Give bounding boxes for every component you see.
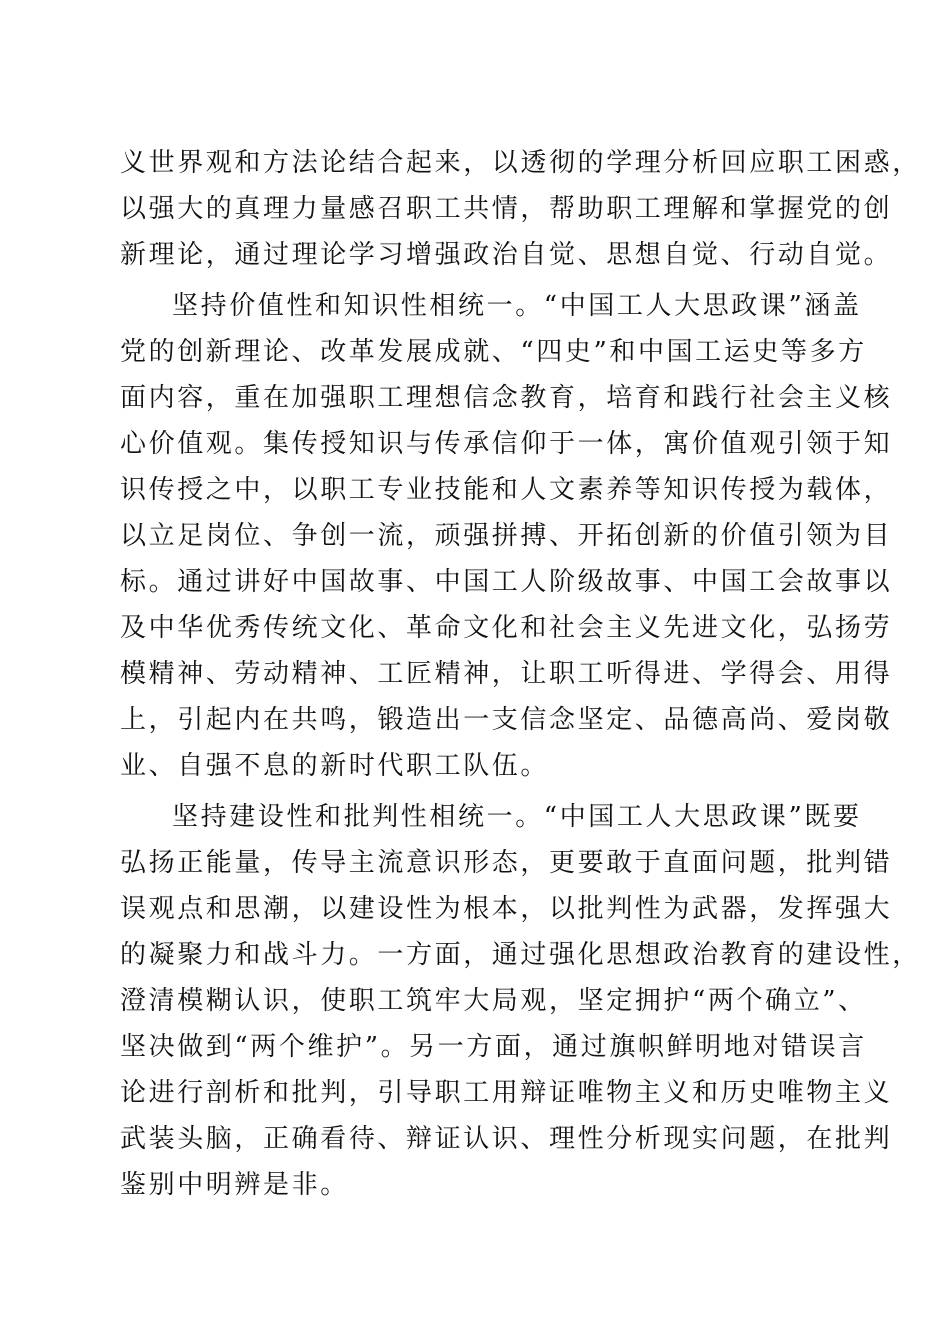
paragraph-heading-line: 坚持价值性和知识性相统一。“中国工人大思政课”涵盖: [172, 291, 862, 321]
text-line: 以立足岗位、争创一流，顽强拼搏、开拓创新的价值引领为目: [120, 521, 893, 551]
text-line: 论进行剖析和批判，引导职工用辩证唯物主义和历史唯物主义: [120, 1078, 893, 1108]
text-line: 的凝聚力和战斗力。一方面，通过强化思想政治教育的建设性，: [120, 940, 921, 970]
text-line: 党的创新理论、改革发展成就、“四史”和中国工运史等多方: [120, 337, 867, 367]
text-line: 识传授之中，以职工专业技能和人文素养等知识传授为载体，: [120, 475, 893, 505]
text-line: 上，引起内在共鸣，锻造出一支信念坚定、品德高尚、爱岗敬: [120, 705, 893, 735]
text-line: 及中华优秀传统文化、革命文化和社会主义先进文化，弘扬劳: [120, 613, 893, 643]
text-line: 武装头脑，正确看待、辩证认识、理性分析现实问题，在批判: [120, 1124, 893, 1154]
text-line: 义世界观和方法论结合起来，以透彻的学理分析回应职工困惑，: [120, 148, 921, 178]
text-line: 坚决做到“两个维护”。另一方面，通过旗帜鲜明地对错误言: [120, 1032, 867, 1062]
text-line: 心价值观。集传授知识与传承信仰于一体，寓价值观引领于知: [120, 429, 893, 459]
text-line: 误观点和思潮，以建设性为根本，以批判性为武器，发挥强大: [120, 894, 893, 924]
text-line: 业、自强不息的新时代职工队伍。: [120, 751, 550, 781]
paragraph-heading-line: 坚持建设性和批判性相统一。“中国工人大思政课”既要: [172, 802, 862, 832]
text-line: 新理论，通过理论学习增强政治自觉、思想自觉、行动自觉。: [120, 240, 893, 270]
text-line: 以强大的真理力量感召职工共情，帮助职工理解和掌握党的创: [120, 194, 893, 224]
text-line: 面内容，重在加强职工理想信念教育，培育和践行社会主义核: [120, 383, 893, 413]
text-line: 弘扬正能量，传导主流意识形态，更要敢于直面问题，批判错: [120, 848, 893, 878]
text-line: 标。通过讲好中国故事、中国工人阶级故事、中国工会故事以: [120, 567, 893, 597]
text-line: 鉴别中明辨是非。: [120, 1170, 349, 1200]
text-line: 模精神、劳动精神、工匠精神，让职工听得进、学得会、用得: [120, 659, 893, 689]
text-line: 澄清模糊认识，使职工筑牢大局观，坚定拥护“两个确立”、: [120, 986, 867, 1016]
